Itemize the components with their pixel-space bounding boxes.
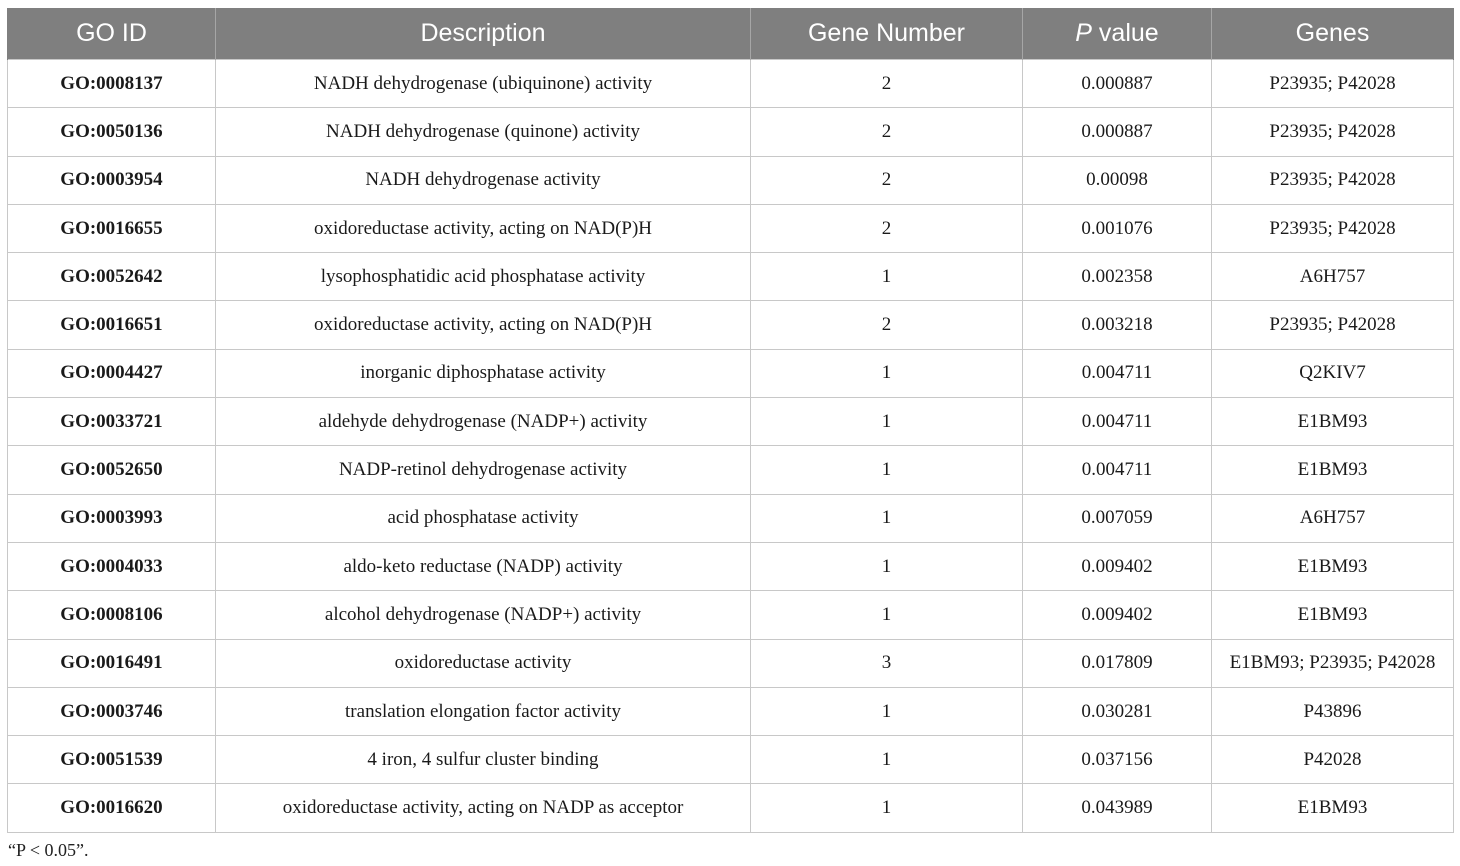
cell-gene-number: 1: [751, 446, 1023, 494]
table-header: [8, 8, 1454, 60]
table-row: [8, 398, 1454, 446]
header-description: Description: [216, 8, 751, 60]
cell-go-id: GO:0033721: [8, 398, 216, 446]
cell-genes: A6H757: [1212, 494, 1454, 542]
cell-p-value: 0.007059: [1023, 494, 1212, 542]
cell-description: NADP-retinol dehydrogenase activity: [216, 446, 751, 494]
cell-genes: E1BM93; P23935; P42028: [1212, 639, 1454, 687]
cell-gene-number: 3: [751, 639, 1023, 687]
cell-p-value: 0.000887: [1023, 60, 1212, 108]
table-row: [8, 108, 1454, 156]
cell-genes: E1BM93: [1212, 542, 1454, 590]
cell-go-id: GO:0016620: [8, 784, 216, 832]
cell-description: acid phosphatase activity: [216, 494, 751, 542]
cell-genes: P42028: [1212, 736, 1454, 784]
cell-gene-number: 2: [751, 204, 1023, 252]
cell-p-value: 0.003218: [1023, 301, 1212, 349]
cell-go-id: GO:0004033: [8, 542, 216, 590]
cell-description: alcohol dehydrogenase (NADP+) activity: [216, 591, 751, 639]
cell-gene-number: 1: [751, 591, 1023, 639]
cell-gene-number: 2: [751, 301, 1023, 349]
cell-description: aldo-keto reductase (NADP) activity: [216, 542, 751, 590]
table-row: [8, 156, 1454, 204]
cell-go-id: GO:0016655: [8, 204, 216, 252]
table-row: [8, 639, 1454, 687]
header-genes: Genes: [1212, 8, 1454, 60]
cell-go-id: GO:0051539: [8, 736, 216, 784]
table-body: [8, 60, 1454, 833]
table-row: [8, 301, 1454, 349]
cell-genes: P23935; P42028: [1212, 108, 1454, 156]
cell-gene-number: 1: [751, 398, 1023, 446]
table-row: [8, 736, 1454, 784]
cell-go-id: GO:0003954: [8, 156, 216, 204]
cell-go-id: GO:0003993: [8, 494, 216, 542]
table-row: [8, 542, 1454, 590]
header-p-value: [1023, 8, 1212, 60]
cell-go-id: GO:0016651: [8, 301, 216, 349]
cell-p-value: 0.043989: [1023, 784, 1212, 832]
cell-gene-number: 1: [751, 494, 1023, 542]
table-row: [8, 591, 1454, 639]
cell-go-id: GO:0052650: [8, 446, 216, 494]
cell-go-id: GO:0003746: [8, 687, 216, 735]
cell-gene-number: 1: [751, 542, 1023, 590]
cell-genes: A6H757: [1212, 253, 1454, 301]
header-row: [8, 8, 1454, 60]
cell-gene-number: 1: [751, 253, 1023, 301]
cell-p-value: 0.000887: [1023, 108, 1212, 156]
cell-gene-number: 1: [751, 687, 1023, 735]
table-row: [8, 60, 1454, 108]
cell-gene-number: 2: [751, 156, 1023, 204]
cell-p-value: 0.004711: [1023, 398, 1212, 446]
cell-genes: P43896: [1212, 687, 1454, 735]
cell-description: NADH dehydrogenase activity: [216, 156, 751, 204]
table-row: [8, 784, 1454, 832]
cell-p-value: 0.001076: [1023, 204, 1212, 252]
table-row: [8, 204, 1454, 252]
cell-description: NADH dehydrogenase (quinone) activity: [216, 108, 751, 156]
cell-go-id: GO:0004427: [8, 349, 216, 397]
cell-genes: Q2KIV7: [1212, 349, 1454, 397]
cell-genes: E1BM93: [1212, 591, 1454, 639]
go-enrichment-table: [7, 8, 1454, 833]
cell-description: oxidoreductase activity: [216, 639, 751, 687]
cell-p-value: 0.004711: [1023, 349, 1212, 397]
cell-p-value: 0.002358: [1023, 253, 1212, 301]
cell-p-value: 0.009402: [1023, 542, 1212, 590]
cell-gene-number: 2: [751, 108, 1023, 156]
cell-description: oxidoreductase activity, acting on NAD(P)H: [216, 204, 751, 252]
cell-genes: P23935; P42028: [1212, 156, 1454, 204]
cell-go-id: GO:0008137: [8, 60, 216, 108]
cell-go-id: GO:0052642: [8, 253, 216, 301]
table-row: [8, 253, 1454, 301]
header-go-id: GO ID: [8, 8, 216, 60]
footnote: “P < 0.05”.: [8, 840, 89, 860]
cell-p-value: 0.009402: [1023, 591, 1212, 639]
cell-p-value: 0.037156: [1023, 736, 1212, 784]
cell-description: NADH dehydrogenase (ubiquinone) activity: [216, 60, 751, 108]
cell-description: oxidoreductase activity, acting on NADP as acceptor: [216, 784, 751, 832]
cell-go-id: GO:0008106: [8, 591, 216, 639]
cell-description: inorganic diphosphatase activity: [216, 349, 751, 397]
cell-description: 4 iron, 4 sulfur cluster binding: [216, 736, 751, 784]
cell-genes: E1BM93: [1212, 446, 1454, 494]
table-row: [8, 446, 1454, 494]
header-p-value-italic: P: [1075, 19, 1092, 47]
cell-genes: E1BM93: [1212, 784, 1454, 832]
table-row: [8, 687, 1454, 735]
cell-gene-number: 1: [751, 736, 1023, 784]
cell-go-id: GO:0016491: [8, 639, 216, 687]
cell-p-value: 0.030281: [1023, 687, 1212, 735]
cell-genes: E1BM93: [1212, 398, 1454, 446]
cell-genes: P23935; P42028: [1212, 301, 1454, 349]
cell-genes: P23935; P42028: [1212, 204, 1454, 252]
cell-description: oxidoreductase activity, acting on NAD(P)H: [216, 301, 751, 349]
table-row: [8, 494, 1454, 542]
header-gene-number: Gene Number: [751, 8, 1023, 60]
cell-p-value: 0.00098: [1023, 156, 1212, 204]
go-enrichment-table-container: [7, 8, 1453, 833]
cell-gene-number: 1: [751, 349, 1023, 397]
cell-gene-number: 2: [751, 60, 1023, 108]
cell-description: lysophosphatidic acid phosphatase activity: [216, 253, 751, 301]
cell-genes: P23935; P42028: [1212, 60, 1454, 108]
cell-description: translation elongation factor activity: [216, 687, 751, 735]
cell-description: aldehyde dehydrogenase (NADP+) activity: [216, 398, 751, 446]
cell-p-value: 0.017809: [1023, 639, 1212, 687]
cell-p-value: 0.004711: [1023, 446, 1212, 494]
cell-go-id: GO:0050136: [8, 108, 216, 156]
table-row: [8, 349, 1454, 397]
cell-gene-number: 1: [751, 784, 1023, 832]
header-p-value-rest: value: [1091, 19, 1159, 47]
